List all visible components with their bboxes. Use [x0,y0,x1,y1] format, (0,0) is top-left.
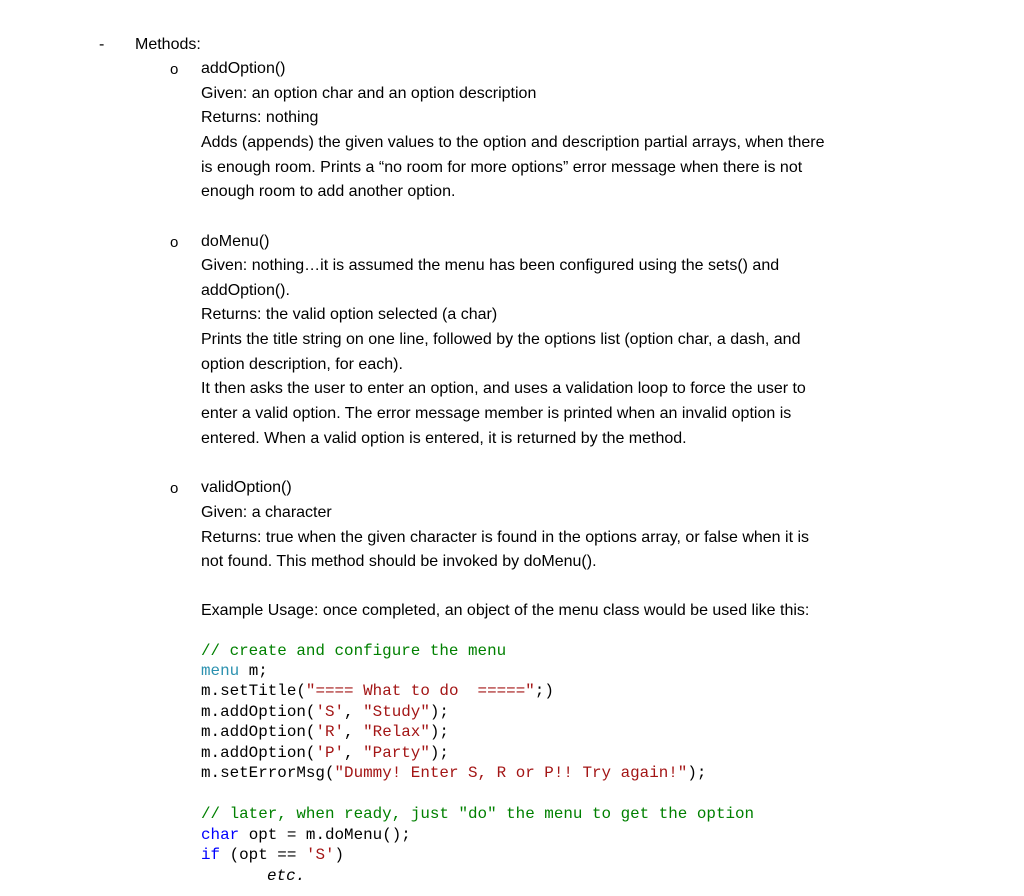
code-comment: // later, when ready, just "do" the menu to get the option [201,805,755,823]
code-line [201,743,449,763]
method-given: Given: a character [201,504,332,521]
code-keyword: char [201,826,240,844]
code-text: m.addOption( [201,723,316,741]
method-desc: enter a valid option. The error message member is printed when an invalid option is [201,405,792,422]
code-line [201,722,449,742]
code-text: m.setErrorMsg( [201,764,335,782]
method-desc: Prints the title string on one line, followed by the options list (option char, a dash, and [201,331,801,348]
method-desc: enough room to add another option. [201,183,456,200]
code-text: , [344,744,364,762]
method-returns: Returns: the valid option selected (a char) [201,306,498,323]
code-string: 'S' [315,703,345,721]
code-string: "Study" [363,703,430,721]
code-keyword: if [201,846,221,864]
code-line [201,763,706,783]
code-line [201,825,411,845]
code-line [201,845,344,865]
bullet-icon: o [170,61,179,78]
code-string: 'S' [305,846,335,864]
code-string: 'P' [315,744,345,762]
method-given: addOption(). [201,282,290,299]
method-desc: option description, for each). [201,356,403,373]
code-text: ); [429,744,449,762]
method-desc: Adds (appends) the given values to the option and description partial arrays, when there [201,134,825,151]
code-string: "Dummy! Enter S, R or P!! Try again!" [334,764,688,782]
method-name: validOption() [201,479,292,496]
method-desc: entered. When a valid option is entered, it is returned by the method. [201,430,687,447]
code-text: ); [429,723,449,741]
code-line: etc. [267,867,306,885]
method-returns: Returns: nothing [201,109,319,126]
code-type: menu [201,662,240,680]
list-dash: - [99,36,105,53]
code-line [201,681,554,701]
code-string: "==== What to do =====" [305,682,535,700]
code-text: m.setTitle( [201,682,306,700]
code-text: ); [429,703,449,721]
code-text: , [344,723,364,741]
code-line [201,804,754,824]
method-name: doMenu() [201,233,270,250]
code-text: (opt == [220,846,306,864]
code-text: m; [239,662,268,680]
code-text: ); [687,764,707,782]
code-text: opt = m.doMenu(); [239,826,411,844]
method-name: addOption() [201,60,286,77]
code-line [201,702,449,722]
code-text: m.addOption( [201,703,316,721]
code-line [201,641,506,661]
example-intro: Example Usage: once completed, an object of the menu class would be used like this: [201,602,810,619]
method-desc: It then asks the user to enter an option, and uses a validation loop to force the user to [201,380,806,397]
method-returns: Returns: true when the given character is found in the options array, or false when it is [201,529,810,546]
code-comment: // create and configure the menu [201,642,507,660]
code-text: ) [334,846,345,864]
code-line [201,661,268,681]
section-title: Methods: [135,36,201,53]
method-desc: not found. This method should be invoked by doMenu(). [201,553,597,570]
code-string: "Party" [363,744,430,762]
method-given: Given: an option char and an option description [201,85,537,102]
method-given: Given: nothing…it is assumed the menu has been configured using the sets() and [201,257,780,274]
method-desc: is enough room. Prints a “no room for more options” error message when there is not [201,159,803,176]
code-text: m.addOption( [201,744,316,762]
code-string: "Relax" [363,723,430,741]
bullet-icon: o [170,480,179,497]
code-text: , [344,703,364,721]
code-text: ;) [534,682,554,700]
bullet-icon: o [170,234,179,251]
code-string: 'R' [315,723,345,741]
